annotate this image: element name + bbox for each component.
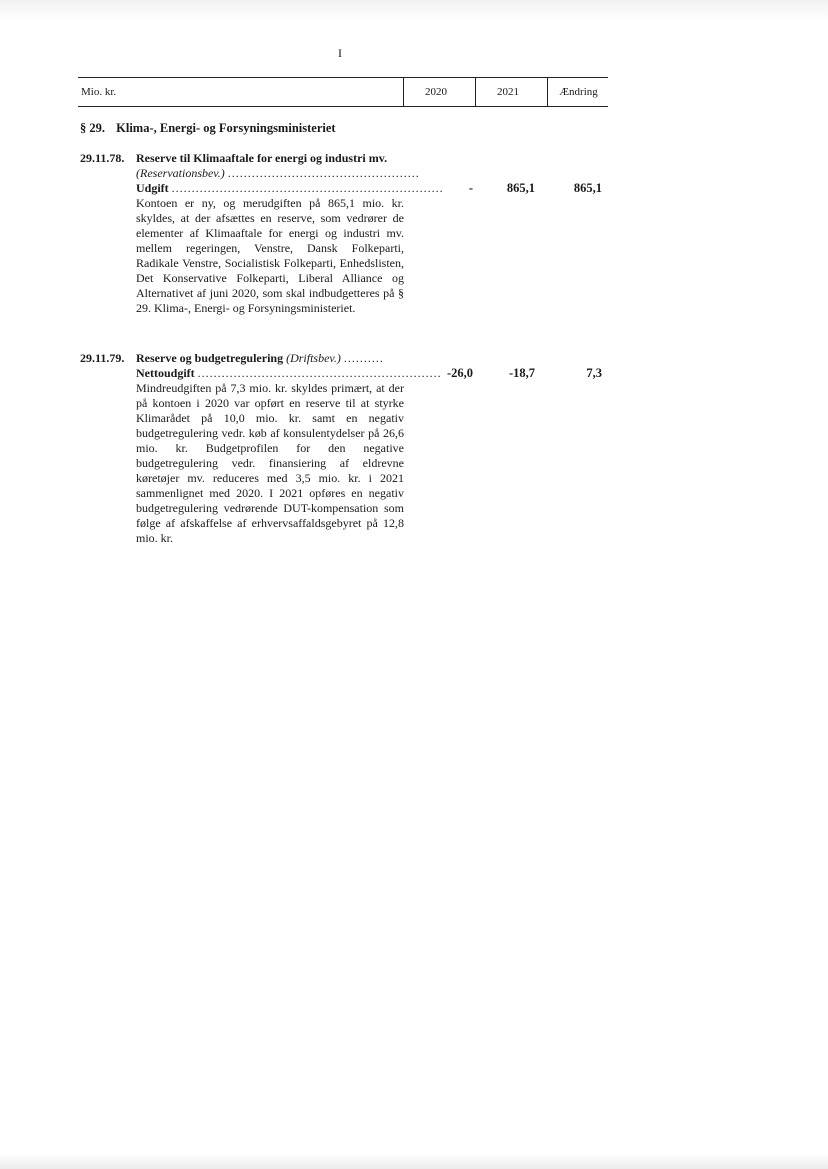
amount-line [136, 366, 442, 381]
section-number: § 29. [80, 121, 105, 135]
subtitle-line [136, 166, 420, 181]
table-header [78, 77, 608, 107]
value-2020: -26,0 [446, 366, 473, 380]
account-title: Reserve til Klimaaftale for energi og industri mv. [136, 151, 388, 165]
account-code: 29.11.78. [80, 151, 125, 165]
account-title: Reserve og budgetregulering [136, 351, 284, 365]
column-change: Ændring [547, 78, 609, 106]
column-2020: 2020 [403, 78, 468, 106]
scan-top-edge [0, 0, 828, 20]
account-code: 29.11.79. [80, 351, 125, 365]
value-change: 865,1 [573, 181, 602, 195]
unit-label: Mio. kr. [81, 86, 117, 98]
amount-line [136, 181, 444, 196]
entry-body [136, 351, 442, 546]
section-heading [80, 121, 336, 136]
value-2021: 865,1 [506, 181, 535, 195]
column-2021: 2021 [475, 78, 540, 106]
leader-dots: .......... [343, 351, 384, 365]
line-label: Nettoudgift [136, 366, 195, 380]
scan-bottom-edge [0, 1153, 828, 1169]
appropriation-type: (Reservationsbev.) [136, 166, 225, 180]
leader-dots: ................................................ [227, 166, 420, 180]
page-number: I [338, 46, 342, 60]
entry-body [136, 151, 444, 316]
title-line [136, 351, 404, 366]
appropriation-type: (Driftsbev.) [286, 351, 341, 365]
value-2020: - [468, 181, 473, 195]
value-change: 7,3 [586, 366, 602, 380]
section-title: Klima-, Energi- og Forsyningsministeriet [116, 121, 336, 135]
value-2021: -18,7 [508, 366, 535, 380]
entry-description: Kontoen er ny, og merudgiften på 865,1 mio. kr. skyldes, at der afsættes en reserve, som vedrører de elementer af Klimaaftale for energi og industri mv. mellem regeringen, Venstre, Dansk Folkeparti, Radikale Venstre, Socialistisk Folkeparti, Enhedslisten, Det Konservative Folkeparti, Liberal Alliance og Alternativet af juni 2020, som skal indbudgetteres på § 29. Klima-, Energi- og Forsyningsministeriet. [136, 196, 404, 315]
entry-description: Mindreudgiften på 7,3 mio. kr. skyldes primært, at der på kontoen i 2020 var opført en reserve til at styrke Klimarådet på 10,0 mio. kr. samt en negativ budgetregulering vedr. køb af konsulentydelser på 26,6 mio. kr. Budgetprofilen for den negative budgetregulering vedr. finansiering af eldrevne køretøjer mv. reduceres med 3,5 mio. kr. i 2021 sammenlignet med 2020. I 2021 opføres en negativ budgetregulering vedrørende DUT-kompensation som følge af afskaffelse af erhvervsaffaldsgebyret på 12,8 mio. kr. [136, 381, 404, 545]
leader-dots: .................................................................... [171, 181, 444, 195]
leader-dots: ............................................................. [197, 366, 442, 380]
line-label: Udgift [136, 181, 169, 195]
